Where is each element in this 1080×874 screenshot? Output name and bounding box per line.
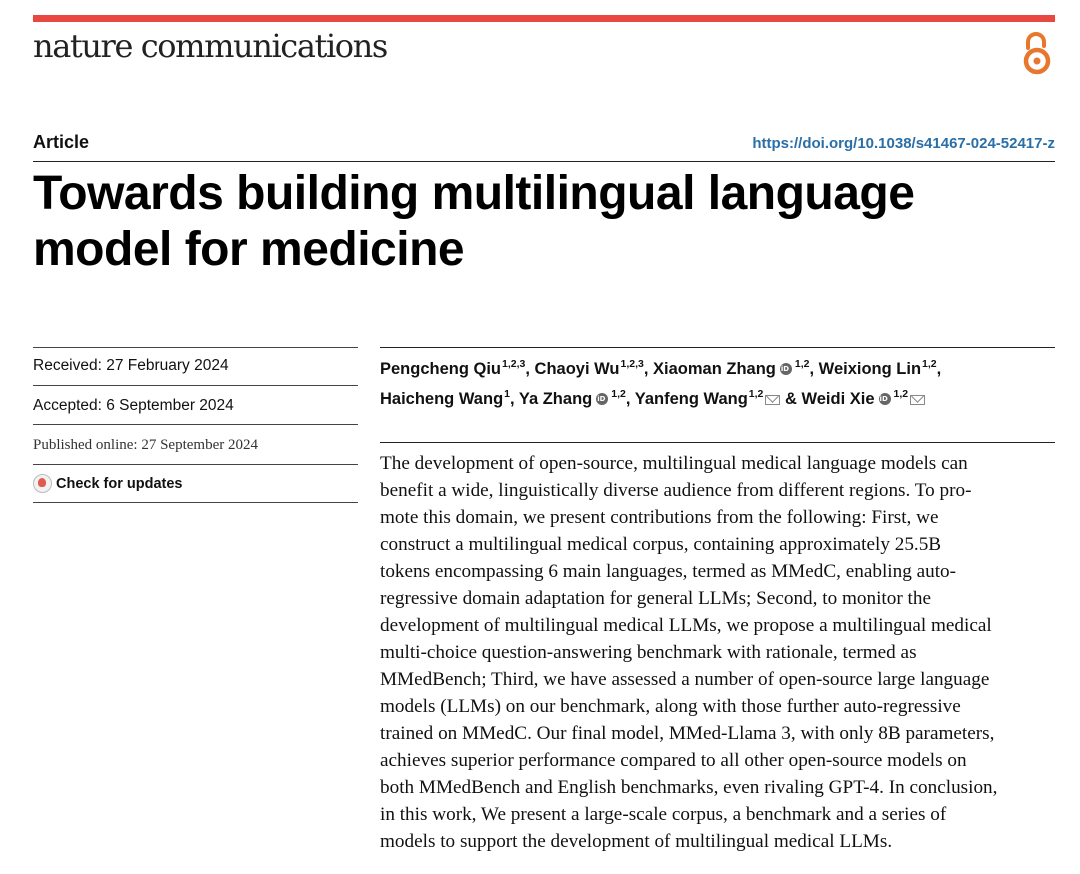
abstract-line: regressive domain adaptation for general LLMs; Second, to monitor the: [380, 588, 931, 609]
abstract-divider: [380, 442, 1055, 443]
orcid-icon[interactable]: [596, 393, 608, 405]
abstract-line: models (LLMs) on our benchmark, along with those further auto-regressive: [380, 696, 961, 717]
author[interactable]: Yanfeng Wang$^{1,2}$: [635, 390, 781, 408]
doi-link[interactable]: https://doi.org/10.1038/s41467-024-52417-z: [752, 135, 1055, 152]
author[interactable]: Ya ZhangiD $^{1,2}$: [519, 390, 626, 408]
journal-name[interactable]: nature communications: [33, 27, 387, 65]
abstract-line: trained on MMedC. Our final model, MMed-Llama 3, with only 8B parameters,: [380, 723, 995, 744]
author[interactable]: Weixiong Lin$^{1,2}$: [818, 358, 937, 378]
abstract-line: mote this domain, we present contributions from the following: First, we: [380, 507, 939, 528]
author-affiliation: 1: [504, 388, 510, 400]
sidebar-divider: [33, 385, 358, 386]
author[interactable]: Chaoyi Wu$^{1,2,3}$: [534, 358, 644, 378]
author-affiliation: 1,2: [794, 358, 810, 370]
journal-accent-bar: [33, 15, 1055, 22]
mail-icon[interactable]: [765, 395, 780, 405]
author[interactable]: Weidi XieiD $^{1,2}$: [801, 390, 925, 408]
sidebar-divider: [33, 502, 358, 503]
accepted-date: Accepted: 6 September 2024: [33, 397, 234, 414]
abstract-line: achieves superior performance compared to all other open-source models on: [380, 750, 967, 771]
abstract-line: tokens encompassing 6 main languages, termed as MMedC, enabling auto-: [380, 561, 957, 582]
author[interactable]: Haicheng Wang$^1$: [380, 388, 510, 408]
sidebar-divider: [33, 424, 358, 425]
orcid-icon[interactable]: [879, 393, 891, 405]
published-date: Published online: 27 September 2024: [33, 437, 258, 453]
author-affiliation: 1,2: [922, 358, 937, 370]
abstract-line: both MMedBench and English benchmarks, even rivaling GPT-4. In conclusion,: [380, 777, 998, 798]
mail-icon[interactable]: [910, 395, 925, 405]
received-date: Received: 27 February 2024: [33, 357, 229, 374]
orcid-icon[interactable]: [780, 363, 792, 375]
article-type: Article: [33, 132, 90, 152]
abstract-line: development of multilingual medical LLMs, we propose a multilingual medical: [380, 615, 992, 636]
author[interactable]: Xiaoman ZhangiD $^{1,2}$: [653, 360, 809, 378]
author[interactable]: Pengcheng Qiu$^{1,2,3}$: [380, 358, 526, 378]
author-affiliation: 1,2: [893, 388, 909, 400]
abstract-line: models to support the development of multilingual medical LLMs.: [380, 831, 893, 852]
abstract-line: The development of open-source, multilingual medical language models can: [380, 453, 968, 474]
abstract-line: benefit a wide, linguistically diverse audience from different regions. To pro-: [380, 480, 972, 501]
abstract-line: construct a multilingual medical corpus, containing approximately 25.5B: [380, 534, 942, 555]
open-access-icon: [1020, 28, 1056, 78]
author-affiliation: 1,2: [748, 388, 764, 400]
abstract-line: multi-choice question-answering benchmark with rationale, termed as: [380, 642, 917, 663]
paper-title: [33, 166, 1033, 278]
abstract-line: MMedBench; Third, we have assessed a number of open-source large language: [380, 669, 990, 690]
sidebar-divider: [33, 347, 358, 348]
title-line: Towards building multilingual language: [33, 167, 915, 220]
title-line: model for medicine: [33, 223, 465, 276]
check-updates-icon: [33, 474, 52, 493]
authors-divider: [380, 347, 1055, 348]
abstract: [380, 450, 1065, 855]
check-updates-button[interactable]: [33, 474, 183, 493]
sidebar-divider: [33, 464, 358, 465]
author-affiliation: 1,2,3: [620, 358, 644, 370]
author-affiliation: 1,2,3: [502, 358, 526, 370]
abstract-line: in this work, We present a large-scale corpus, a benchmark and a series of: [380, 804, 947, 825]
header-divider: [33, 161, 1055, 162]
check-updates-label: Check for updates: [56, 475, 183, 492]
author-list: Pengcheng Qiu$^{1,2,3}$, Chaoyi Wu$^{1,2,3}$, Xiaoman ZhangiD $^{1,2}$, Weixiong Lin$^{1,2}$, Haicheng Wang$^1$, Ya ZhangiD $^{1,2}$, Yanfeng Wang$^{1,2}$ & Weidi XieiD $^{1,2}$: [380, 352, 1040, 412]
author-affiliation: 1,2: [611, 388, 626, 400]
